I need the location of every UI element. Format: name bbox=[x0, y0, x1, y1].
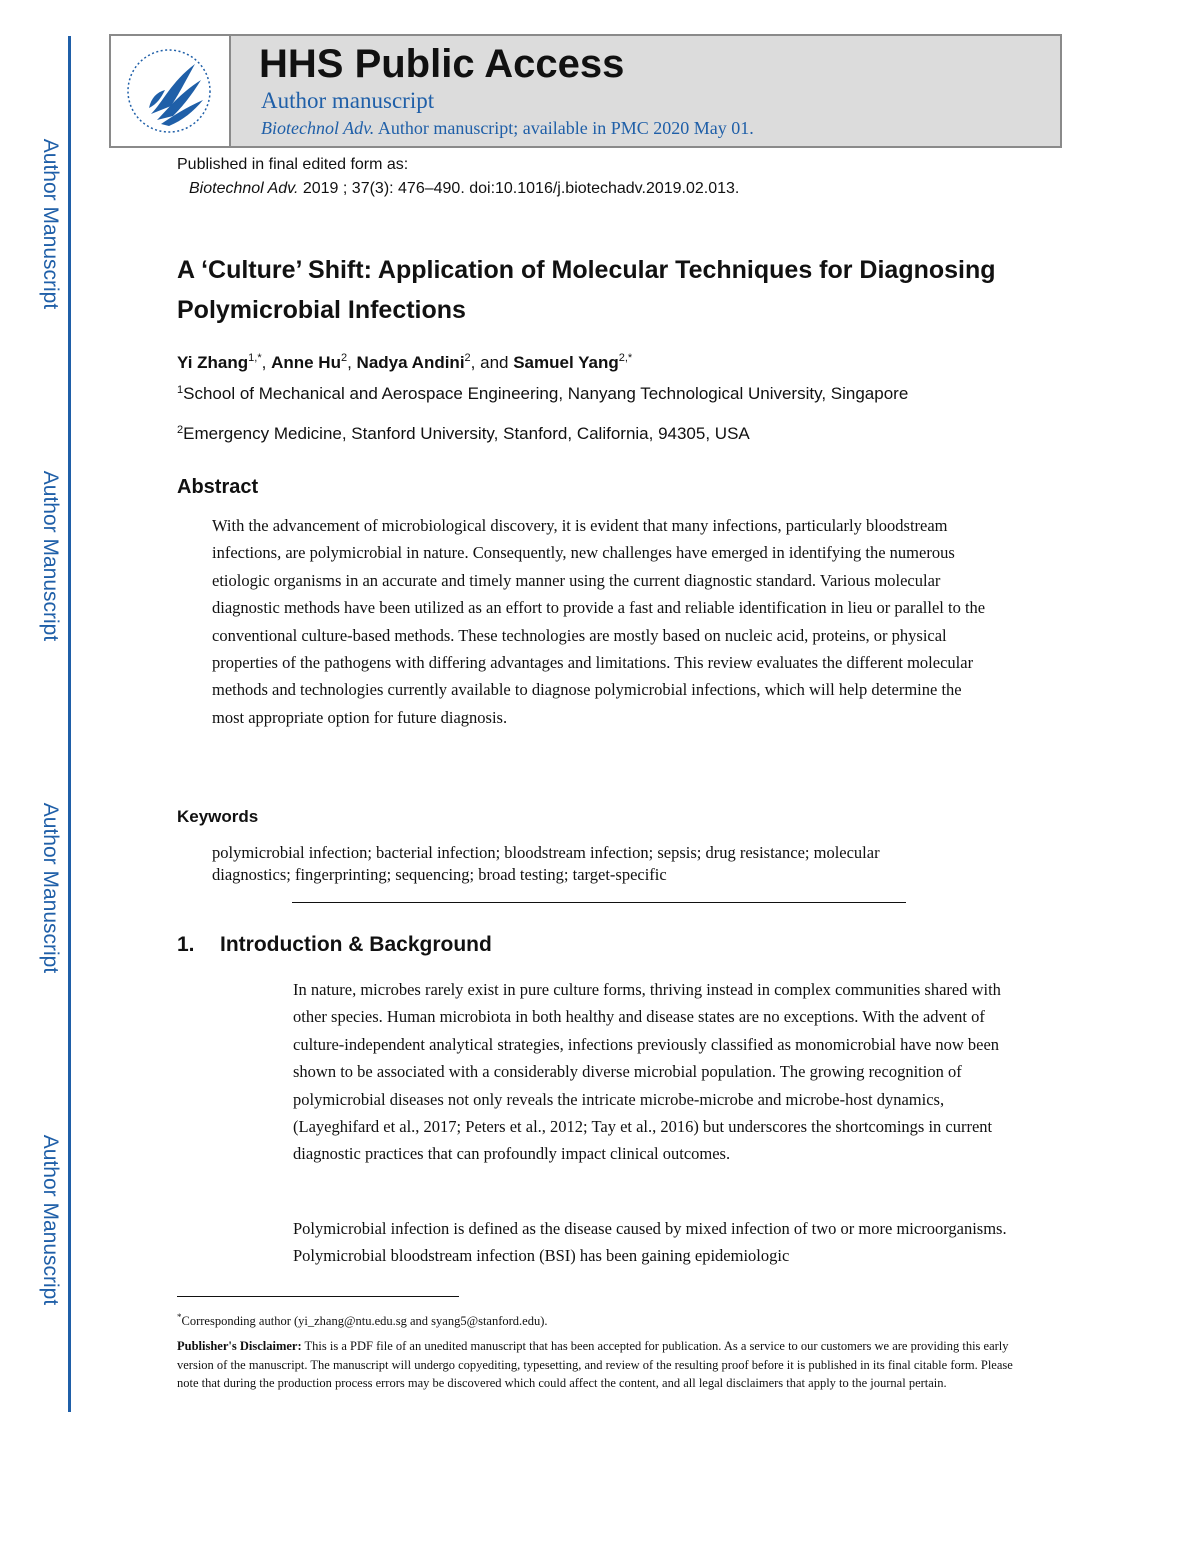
body-paragraph: In nature, microbes rarely exist in pure culture forms, thriving instead in complex communities shared with other species. Human microbiota in both healthy and disease states are no exceptions. With the advent of culture-independent analytical strategies, infections previously classified as monomicrobial have now been shown to be associated with a considerably diverse microbial population. The growing recognition of polymicrobial diseases not only reveals the intricate microbe-microbe and microbe-host dynamics, (Layeghifard et al., 2017; Peters et al., 2012; Tay et al., 2016) but underscores the shortcomings in current diagnostic practices that can profoundly impact clinical outcomes. bbox=[293, 980, 1001, 1164]
hhs-eagle-seal-icon bbox=[121, 42, 217, 140]
author-list: Yi Zhang$^{1,*}$, Anne Hu$^2$, Nadya Andini$^2$, and Samuel Yang$^{2,*}$ bbox=[177, 352, 633, 372]
footnote-divider bbox=[177, 1296, 459, 1297]
publisher-disclaimer: Publisher's Disclaimer: This is a PDF file of an unedited manuscript that has been accepted for publication. As a service to our customers we are providing this early version of the manuscript. The manuscript will undergo copyediting, typesetting, and review of the resulting proof before it is published in its final citable form. Please note that during the production process errors may be discovered which could affect the content, and all legal disclaimers that apply to the journal pertain. bbox=[177, 1339, 1013, 1391]
rail-line bbox=[68, 36, 71, 1412]
section-divider bbox=[292, 902, 906, 903]
citation-details[interactable]: 2019 ; 37(3): 476–490. doi:10.1016/j.biotechadv.2019.02.013. bbox=[302, 180, 740, 197]
published-label: Published in final edited form as: bbox=[177, 156, 409, 173]
keywords-text: polymicrobial infection; bacterial infection; bloodstream infection; sepsis; drug resistance; molecular diagnostics; fingerprinting; sequencing; broad testing; target-specific bbox=[212, 843, 880, 884]
article-title: A ‘Culture’ Shift: Application of Molecular Techniques for Diagnosing Polymicrobial Infections bbox=[177, 256, 996, 324]
affiliation: $^2$Emergency Medicine, Stanford University, Stanford, California, 94305, USA bbox=[177, 424, 750, 443]
corresponding-author-footnote: *Corresponding author (yi_zhang@ntu.edu.sg and syang5@stanford.edu). bbox=[177, 1312, 548, 1328]
hhs-header-box bbox=[109, 34, 1062, 148]
keywords-heading: Keywords bbox=[177, 807, 259, 826]
author-name: Nadya Andini bbox=[356, 353, 465, 372]
citation bbox=[189, 180, 739, 198]
author-name: Yi Zhang bbox=[177, 353, 249, 372]
abstract-heading: Abstract bbox=[177, 476, 259, 498]
citation-journal: Biotechnol Adv. bbox=[189, 180, 299, 197]
availability-line: Biotechnol Adv. Author manuscript; available in PMC 2020 May 01. bbox=[261, 118, 754, 138]
affiliation: $^1$School of Mechanical and Aerospace Engineering, Nanyang Technological University, Singapore bbox=[177, 384, 909, 403]
author-name: Anne Hu bbox=[271, 353, 341, 372]
rail-author-manuscript-label: Author Manuscript bbox=[39, 1134, 62, 1306]
hhs-logo bbox=[111, 36, 231, 146]
rail-author-manuscript-label: Author Manuscript bbox=[39, 802, 62, 974]
abstract-text: With the advancement of microbiological discovery, it is evident that many infections, particularly bloodstream infections, are polymicrobial in nature. Consequently, new challenges have emerged in identifying the numerous etiologic organisms in an accurate and timely manner using the current diagnostic standard. Various molecular diagnostic methods have been utilized as an effort to provide a fast and reliable identification in lieu or parallel to the conventional culture-based methods. These technologies are mostly based on nucleic acid, proteins, or physical properties of the pathogens with differing advantages and limitations. This review evaluates the different molecular methods and technologies currently available to diagnose polymicrobial infections, which will help determine the most appropriate option for future diagnosis. bbox=[212, 516, 986, 727]
rail-author-manuscript-label: Author Manuscript bbox=[39, 138, 62, 310]
author-manuscript-subtitle: Author manuscript bbox=[261, 88, 435, 113]
body-paragraph: Polymicrobial infection is defined as the disease caused by mixed infection of two or more microorganisms. Polymicrobial bloodstream infection (BSI) has been gaining epidemiologic bbox=[293, 1219, 1007, 1266]
journal-name: Biotechnol Adv. bbox=[261, 118, 375, 138]
introduction-heading: 1. Introduction & Background bbox=[177, 933, 492, 956]
rail-author-manuscript-label: Author Manuscript bbox=[39, 470, 62, 642]
hhs-public-access-title: HHS Public Access bbox=[259, 42, 625, 86]
author-name: Samuel Yang bbox=[513, 353, 619, 372]
header-banner bbox=[231, 36, 1060, 146]
